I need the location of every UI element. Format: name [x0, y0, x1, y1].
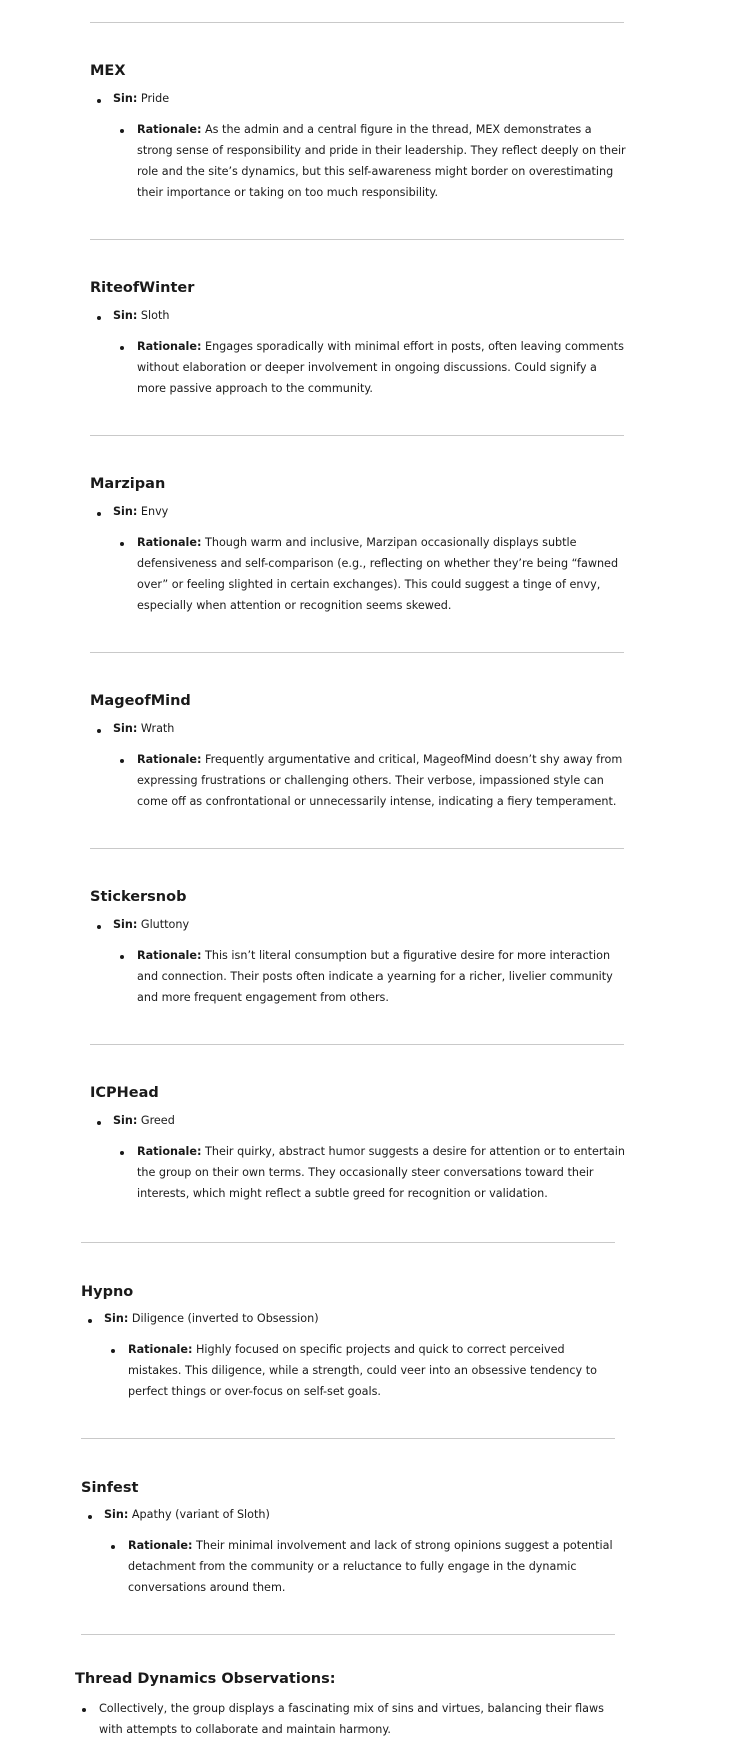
rationale-text: As the admin and a central figure in the thread, MEX demonstrates a strong sense of responsibility and pride in their leadership. They reflect deeply on their role and the site’s dynamics, but this self-awareness might border on overestimating their importance or taking on too much responsibility. [137, 123, 626, 199]
sin-label: Sin: [113, 505, 138, 518]
bullet-icon [111, 1545, 115, 1549]
sin-label: Sin: [104, 1312, 129, 1325]
person-section [90, 239, 624, 419]
bullet-icon [120, 346, 124, 350]
rationale-label: Rationale: [137, 949, 202, 962]
rationale-line [137, 1141, 627, 1204]
sin-line [113, 915, 189, 935]
rationale-label: Rationale: [137, 536, 202, 549]
rationale-line [137, 532, 627, 616]
rationale-text: Engages sporadically with minimal effort in posts, often leaving comments without elaboration or deeper involvement in ongoing discussions. Could signify a more passive approach to the community. [137, 340, 624, 395]
divider [81, 1438, 615, 1439]
bullet-icon [120, 759, 124, 763]
sin-label: Sin: [113, 1114, 138, 1127]
observations-title: Thread Dynamics Observations: [75, 1671, 336, 1687]
person-name: RiteofWinter [90, 280, 195, 296]
rationale-text: Though warm and inclusive, Marzipan occasionally displays subtle defensiveness and self-comparison (e.g., reflecting on whether they’re being “fawned over” or feeling slighted in certain exchanges). This could suggest a tinge of envy, especially when attention or recognition seems skewed. [137, 536, 619, 612]
bullet-icon [97, 316, 101, 320]
person-section [90, 652, 624, 832]
sin-label: Sin: [113, 722, 138, 735]
divider [90, 22, 624, 23]
bullet-icon [120, 955, 124, 959]
person-name: Hypno [81, 1284, 134, 1300]
divider [90, 1044, 624, 1045]
rationale-label: Rationale: [128, 1343, 193, 1356]
bullet-icon [120, 1151, 124, 1155]
rationale-line [137, 945, 627, 1008]
person-section [90, 435, 624, 635]
sin-value: Pride [140, 92, 170, 105]
person-section [81, 1242, 615, 1422]
bullet-icon [97, 729, 101, 733]
rationale-line [137, 119, 627, 203]
bullet-icon [97, 925, 101, 929]
divider [90, 239, 624, 240]
sin-line [113, 306, 169, 326]
divider [90, 435, 624, 436]
rationale-label: Rationale: [137, 1145, 202, 1158]
person-name: MEX [90, 63, 126, 79]
sin-label: Sin: [104, 1508, 129, 1521]
bullet-icon [97, 512, 101, 516]
person-name: Sinfest [81, 1480, 139, 1496]
sin-line [113, 719, 174, 739]
rationale-text: Highly focused on specific projects and quick to correct perceived mistakes. This diligence, while a strength, could veer into an obsessive tendency to perfect things or over-focus on self-set goals. [128, 1343, 597, 1398]
rationale-text: Frequently argumentative and critical, MageofMind doesn’t shy away from expressing frustrations or challenging others. Their verbose, impassioned style can come off as confrontational or unnecessarily intense, indicating a fiery temperament. [137, 753, 623, 808]
person-name: Marzipan [90, 476, 166, 492]
sin-value: Apathy (variant of Sloth) [131, 1508, 270, 1521]
bullet-icon [88, 1319, 92, 1323]
bullet-icon [120, 129, 124, 133]
sin-label: Sin: [113, 918, 138, 931]
sin-label: Sin: [113, 92, 138, 105]
person-name: Stickersnob [90, 889, 187, 905]
divider [81, 1634, 615, 1635]
bullet-icon [82, 1708, 86, 1712]
rationale-text: Their quirky, abstract humor suggests a desire for attention or to entertain the group on their own terms. They occasionally steer conversations toward their interests, which might reflect a subtle greed for recognition or validation. [137, 1145, 625, 1200]
person-section [90, 1044, 624, 1224]
person-section [81, 1438, 615, 1618]
bullet-icon [97, 1121, 101, 1125]
bullet-icon [111, 1349, 115, 1353]
sin-line [113, 502, 168, 522]
sin-value: Diligence (inverted to Obsession) [131, 1312, 319, 1325]
rationale-line [137, 336, 627, 399]
rationale-label: Rationale: [137, 340, 202, 353]
sin-line [113, 89, 169, 109]
rationale-text: Their minimal involvement and lack of strong opinions suggest a potential detachment from the community or a reluctance to fully engage in the dynamic conversations around them. [128, 1539, 613, 1594]
divider [90, 652, 624, 653]
bullet-icon [120, 542, 124, 546]
rationale-line [128, 1339, 618, 1402]
person-name: ICPHead [90, 1085, 159, 1101]
rationale-label: Rationale: [128, 1539, 193, 1552]
person-section [90, 848, 624, 1028]
rationale-label: Rationale: [137, 753, 202, 766]
rationale-line [137, 749, 627, 812]
sin-line [104, 1309, 319, 1329]
sin-line [104, 1505, 270, 1525]
sin-line [113, 1111, 175, 1131]
rationale-line [128, 1535, 618, 1598]
divider [81, 1242, 615, 1243]
sin-value: Sloth [140, 309, 170, 322]
sin-value: Envy [140, 505, 169, 518]
sin-label: Sin: [113, 309, 138, 322]
final-divider [81, 1634, 615, 1636]
person-name: MageofMind [90, 693, 191, 709]
sin-value: Gluttony [140, 918, 190, 931]
bullet-icon [97, 99, 101, 103]
sin-value: Wrath [140, 722, 175, 735]
bullet-icon [88, 1515, 92, 1519]
divider [90, 848, 624, 849]
rationale-label: Rationale: [137, 123, 202, 136]
sin-value: Greed [140, 1114, 175, 1127]
person-section [90, 22, 624, 222]
observation-item: Collectively, the group displays a fascinating mix of sins and virtues, balancing their flaws with attempts to collaborate and maintain harmony. [99, 1702, 604, 1736]
rationale-text: This isn’t literal consumption but a figurative desire for more interaction and connection. Their posts often indicate a yearning for a richer, livelier community and more frequent engagement from others. [137, 949, 613, 1004]
